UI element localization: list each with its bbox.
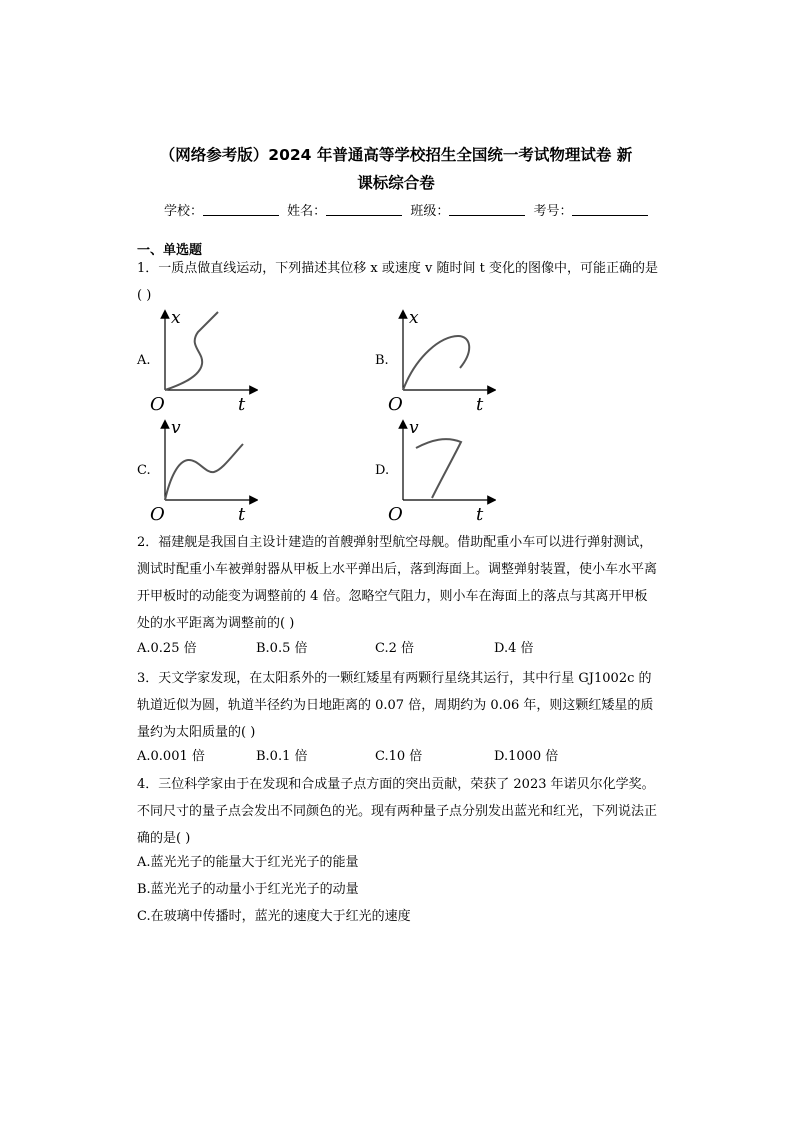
q1-option-c-label: C.	[137, 463, 151, 478]
graph-c-v-label: v	[171, 418, 181, 438]
graph-a-t-label: t	[238, 394, 246, 415]
page-title-continued: 课标综合卷	[357, 174, 435, 192]
graph-a-origin-label: O	[150, 394, 165, 415]
graph-d-t-label: t	[476, 504, 484, 525]
q3-option-c: C.10 倍	[375, 749, 423, 764]
exam-number-label: 考号：	[533, 204, 573, 219]
question-2-text: 2．福建舰是我国自主设计建造的首艘弹射型航空母舰。借助配重小车可以进行弹射测试，测试时配重小车被弹射器从甲板上水平弹出后，落到海面上。调整弹射装置，使小车水平离开甲板时的动能变为调整前的 4 倍。忽略空气阻力，则小车在海面上的落点与其离开甲板处的水平距离为调整前的( )	[137, 535, 658, 631]
q3-option-b: B.0.1 倍	[256, 749, 308, 764]
name-blank[interactable]	[326, 203, 402, 216]
page-title: （网络参考版）2024 年普通高等学校招生全国统一考试物理试卷 新	[159, 146, 633, 164]
school-blank[interactable]	[203, 203, 279, 216]
graph-b-x-label: x	[409, 308, 419, 328]
graph-b-curve	[403, 336, 469, 390]
question-1-text: 1．一质点做直线运动，下列描述其位移 x 或速度 v 随时间 t 变化的图像中，可能正确的是( )	[137, 261, 658, 303]
exam-number-blank[interactable]	[572, 203, 648, 216]
q4-option-b: B.蓝光光子的动量小于红光光子的动量	[137, 882, 359, 897]
q2-option-a: A.0.25 倍	[137, 641, 197, 656]
graph-b-t-label: t	[476, 394, 484, 415]
school-label: 学校：	[164, 204, 204, 219]
question-4-text: 4．三位科学家由于在发现和合成量子点方面的突出贡献，荣获了 2023 年诺贝尔化学奖。不同尺寸的量子点会发出不同颜色的光。现有两种量子点分别发出蓝光和红光，下列说法正确的是( )	[137, 777, 658, 846]
q2-option-b: B.0.5 倍	[256, 641, 308, 656]
q4-option-c: C.在玻璃中传播时，蓝光的速度大于红光的速度	[137, 909, 411, 924]
graph-d	[386, 416, 496, 526]
student-info-line	[164, 200, 652, 219]
q2-option-c: C.2 倍	[375, 641, 415, 656]
question-3-text: 3．天文学家发现，在太阳系外的一颗红矮星有两颗行星绕其运行，其中行星 GJ1002c 的轨道近似为圆，轨道半径约为日地距离的 0.07 倍，周期约为 0.06 年，则这颗红矮星的质量约为太阳质量的( )	[137, 671, 654, 740]
graph-c-t-label: t	[238, 504, 246, 525]
name-label: 姓名：	[287, 204, 327, 219]
graph-c-origin-label: O	[150, 504, 165, 525]
q1-option-a-label: A.	[137, 353, 151, 368]
graph-d-origin-label: O	[388, 504, 403, 525]
q1-option-b-label: B.	[375, 353, 389, 368]
q3-option-d: D.1000 倍	[494, 749, 559, 764]
graph-b-origin-label: O	[388, 394, 403, 415]
graph-c	[148, 416, 258, 526]
graph-a	[148, 306, 258, 416]
graph-d-v-label: v	[409, 418, 419, 438]
graph-b	[386, 306, 496, 416]
q1-option-d-label: D.	[375, 463, 390, 478]
graph-a-x-label: x	[171, 308, 181, 328]
class-label: 班级：	[410, 204, 450, 219]
section-heading: 一、单选题	[137, 243, 203, 258]
q4-option-a: A.蓝光光子的能量大于红光光子的能量	[137, 855, 359, 870]
class-blank[interactable]	[449, 203, 525, 216]
graph-d-curve	[416, 439, 461, 498]
graph-c-curve	[165, 444, 243, 500]
q3-option-a: A.0.001 倍	[137, 749, 205, 764]
q2-option-d: D.4 倍	[494, 641, 534, 656]
